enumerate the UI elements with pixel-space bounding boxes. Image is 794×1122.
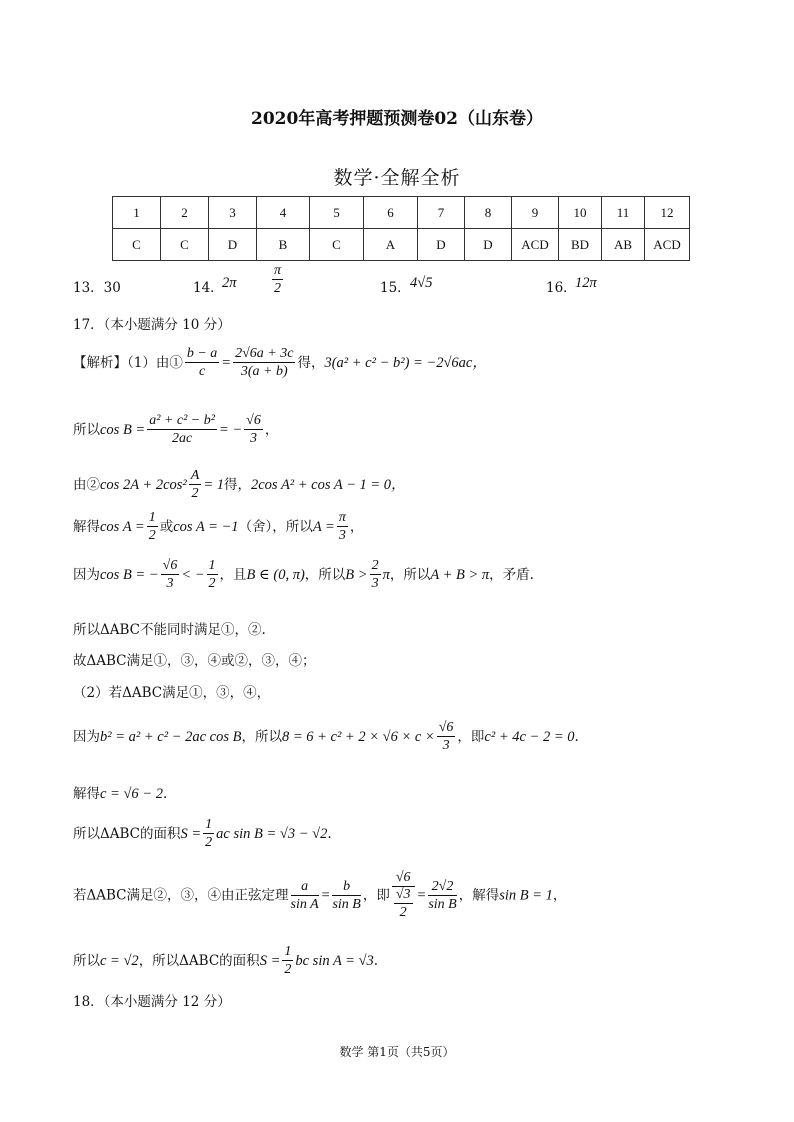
table-cell: D [465, 229, 512, 261]
text: . [373, 953, 379, 969]
text: 因为 [73, 567, 100, 583]
table-cell: 7 [418, 197, 465, 229]
text: 由② [73, 477, 100, 493]
text: ，即 [457, 729, 485, 745]
math: = [416, 887, 427, 904]
solution-line-9 [73, 720, 579, 755]
math: c = √6 − 2 [100, 786, 163, 802]
math: = 1 [203, 477, 224, 493]
fraction-numerator: 2√6a + 3c [235, 346, 294, 361]
table-cell: D [418, 229, 465, 261]
math: S = [180, 826, 202, 842]
fraction-numerator: π [338, 510, 346, 525]
text: ，且 [219, 567, 247, 583]
table-cell: A [364, 229, 418, 261]
text: . [327, 826, 332, 842]
page-title: 2020年高考押题预测卷02（山东卷） [251, 109, 543, 129]
solution-line-12 [73, 870, 566, 922]
math: sin B = 1 [499, 887, 553, 904]
math: = [320, 887, 331, 904]
q18-header: 18．（本小题满分 12 分） [73, 994, 231, 1010]
math: cos A = [100, 519, 145, 535]
text: 解得 [73, 519, 100, 535]
fraction-denominator: sin A [290, 896, 319, 912]
math: S = [259, 953, 281, 969]
solution-line-2 [73, 413, 278, 448]
fraction-numerator: 1 [205, 817, 213, 832]
fraction-numerator: a [291, 879, 319, 896]
text: ， [349, 519, 364, 535]
fraction-denominator: 2 [148, 528, 156, 543]
math: c = √2 [100, 953, 139, 969]
fraction-numerator: 1 [284, 944, 292, 959]
table-cell: D [209, 229, 257, 261]
fraction-numerator: π [274, 263, 282, 278]
math: π [382, 567, 390, 583]
fraction-denominator: 2ac [171, 431, 193, 446]
table-cell: 4 [257, 197, 310, 229]
text: 或 [159, 519, 174, 535]
math: cos 2A + 2cos² [100, 477, 187, 493]
text: ， [264, 422, 279, 438]
table-cell: 6 [364, 197, 418, 229]
text: 若ΔABC满足②，③，④由正弦定理 [73, 887, 289, 904]
math: ac sin B = √3 − √2 [216, 826, 328, 842]
math: A = [312, 519, 335, 535]
math: c² + 4c − 2 = 0 [484, 729, 575, 745]
math: A + B > π [430, 567, 490, 583]
text: ，矛盾. [489, 567, 534, 583]
answer-q14-b [270, 263, 285, 298]
text: ，所以ΔABC的面积 [138, 953, 260, 969]
math: bc sin A = √3 [295, 953, 374, 969]
fraction-numerator: √6 [162, 558, 178, 573]
text: ，解得 [458, 887, 500, 904]
fraction-denominator: 2 [191, 486, 199, 501]
table-cell: 8 [465, 197, 512, 229]
solution-line-10 [73, 782, 167, 803]
table-cell: C [310, 229, 364, 261]
answer-table-answer-row [113, 229, 690, 261]
fraction-denominator: 3(a + b) [240, 364, 288, 379]
answer-q14-label: 14． [193, 280, 224, 296]
fraction-denominator: sin B [332, 896, 361, 912]
answer-q16-label: 16． [546, 280, 577, 296]
page-subtitle: 数学·全解全析 [333, 167, 461, 189]
text: ，所以 [389, 567, 431, 583]
page-footer: 数学 第1页（共5页） [339, 1045, 455, 1059]
text: 解得 [73, 786, 100, 802]
text: 得， [297, 355, 325, 371]
solution-line-8: （2）若ΔABC满足①，③，④， [73, 685, 271, 701]
text: （舍），所以 [238, 519, 313, 535]
fraction-numerator: √6 [246, 413, 261, 428]
fraction-denominator [392, 887, 415, 922]
solution-line-4 [73, 510, 363, 545]
text: 因为 [73, 729, 100, 745]
fraction-denominator: 3 [442, 738, 450, 753]
table-cell: 10 [559, 197, 602, 229]
text: ，所以 [304, 567, 346, 583]
answer-table [112, 196, 690, 261]
fraction-denominator: 2 [284, 962, 292, 977]
table-cell: B [257, 229, 310, 261]
text: 所以 [73, 422, 100, 438]
math: B > [345, 567, 368, 583]
fraction-numerator: b [332, 879, 360, 896]
solution-line-13 [73, 944, 378, 979]
solution-line-3 [73, 468, 406, 503]
text: . [162, 786, 168, 802]
fraction-numerator: b − a [186, 346, 218, 361]
answer-q15-label: 15． [380, 280, 411, 296]
math: b² = a² + c² − 2ac cos B [100, 729, 242, 745]
math: = − [218, 422, 243, 438]
math: < − [181, 567, 205, 583]
table-cell: 12 [645, 197, 690, 229]
fraction-denominator: 3 [249, 431, 257, 446]
fraction-numerator: 2√2 [428, 879, 456, 896]
text: 得， [224, 477, 251, 493]
text: 所以 [73, 953, 100, 969]
text: . [574, 729, 579, 745]
text: ，所以 [241, 729, 282, 745]
fraction-denominator: 2 [274, 281, 281, 296]
fraction-numerator: √3 [395, 887, 411, 902]
fraction-numerator: √6 [392, 870, 415, 887]
math: 8 = 6 + c² + 2 × √6 × c × [281, 729, 435, 745]
table-cell: C [161, 229, 209, 261]
table-cell: 9 [512, 197, 559, 229]
table-cell: AB [602, 229, 645, 261]
math: = [221, 355, 232, 371]
solution-line-7: 故ΔABC满足①，③，④或②，③，④； [73, 653, 316, 669]
math: cos B = [100, 422, 146, 438]
answer-q16: 12π [575, 275, 597, 291]
fraction-denominator: 3 [371, 576, 379, 591]
text: ，即 [362, 887, 390, 904]
solution-line-5 [73, 558, 534, 593]
q17-header: 17．（本小题满分 10 分） [73, 317, 231, 333]
fraction-denominator: sin B [428, 896, 457, 912]
fraction-numerator: √6 [438, 720, 454, 735]
solution-line-11 [73, 817, 332, 852]
text: 所以ΔABC的面积 [73, 826, 181, 842]
fraction-denominator: c [198, 364, 206, 379]
table-cell: 3 [209, 197, 257, 229]
table-cell: 2 [161, 197, 209, 229]
table-cell: BD [559, 229, 602, 261]
table-cell: 1 [113, 197, 161, 229]
math: B ∈ (0, π) [246, 567, 305, 583]
fraction-denominator: 3 [338, 528, 346, 543]
math: cos B = − [100, 567, 159, 583]
text: 【解析】（1）由① [73, 355, 183, 371]
table-cell: 5 [310, 197, 364, 229]
fraction-numerator: 1 [208, 558, 216, 573]
math: cos A = −1 [173, 519, 239, 535]
fraction-numerator: 2 [371, 558, 379, 573]
answer-table-number-row [113, 197, 690, 229]
solution-line-6: 所以ΔABC不能同时满足①，②. [73, 622, 266, 638]
answer-q13: 13．30 [73, 280, 121, 296]
fraction-denominator: 2 [399, 905, 407, 920]
table-cell: ACD [512, 229, 559, 261]
fraction-numerator: a² + c² − b² [149, 413, 215, 428]
table-cell: ACD [645, 229, 690, 261]
solution-line-1 [73, 346, 487, 381]
text: ， [552, 887, 567, 904]
answer-q15: 4√5 [410, 275, 433, 291]
fraction-numerator: A [190, 468, 200, 483]
math: 3(a² + c² − b²) = −2√6ac， [324, 355, 487, 371]
fraction-denominator: 2 [208, 576, 216, 591]
table-cell: 11 [602, 197, 645, 229]
table-cell: C [113, 229, 161, 261]
fraction-denominator: 3 [166, 576, 174, 591]
fraction-numerator: 1 [148, 510, 156, 525]
math: 2cos A² + cos A − 1 = 0， [251, 477, 406, 493]
answer-q14-a: 2π [222, 275, 237, 291]
fraction-denominator: 2 [205, 835, 213, 850]
